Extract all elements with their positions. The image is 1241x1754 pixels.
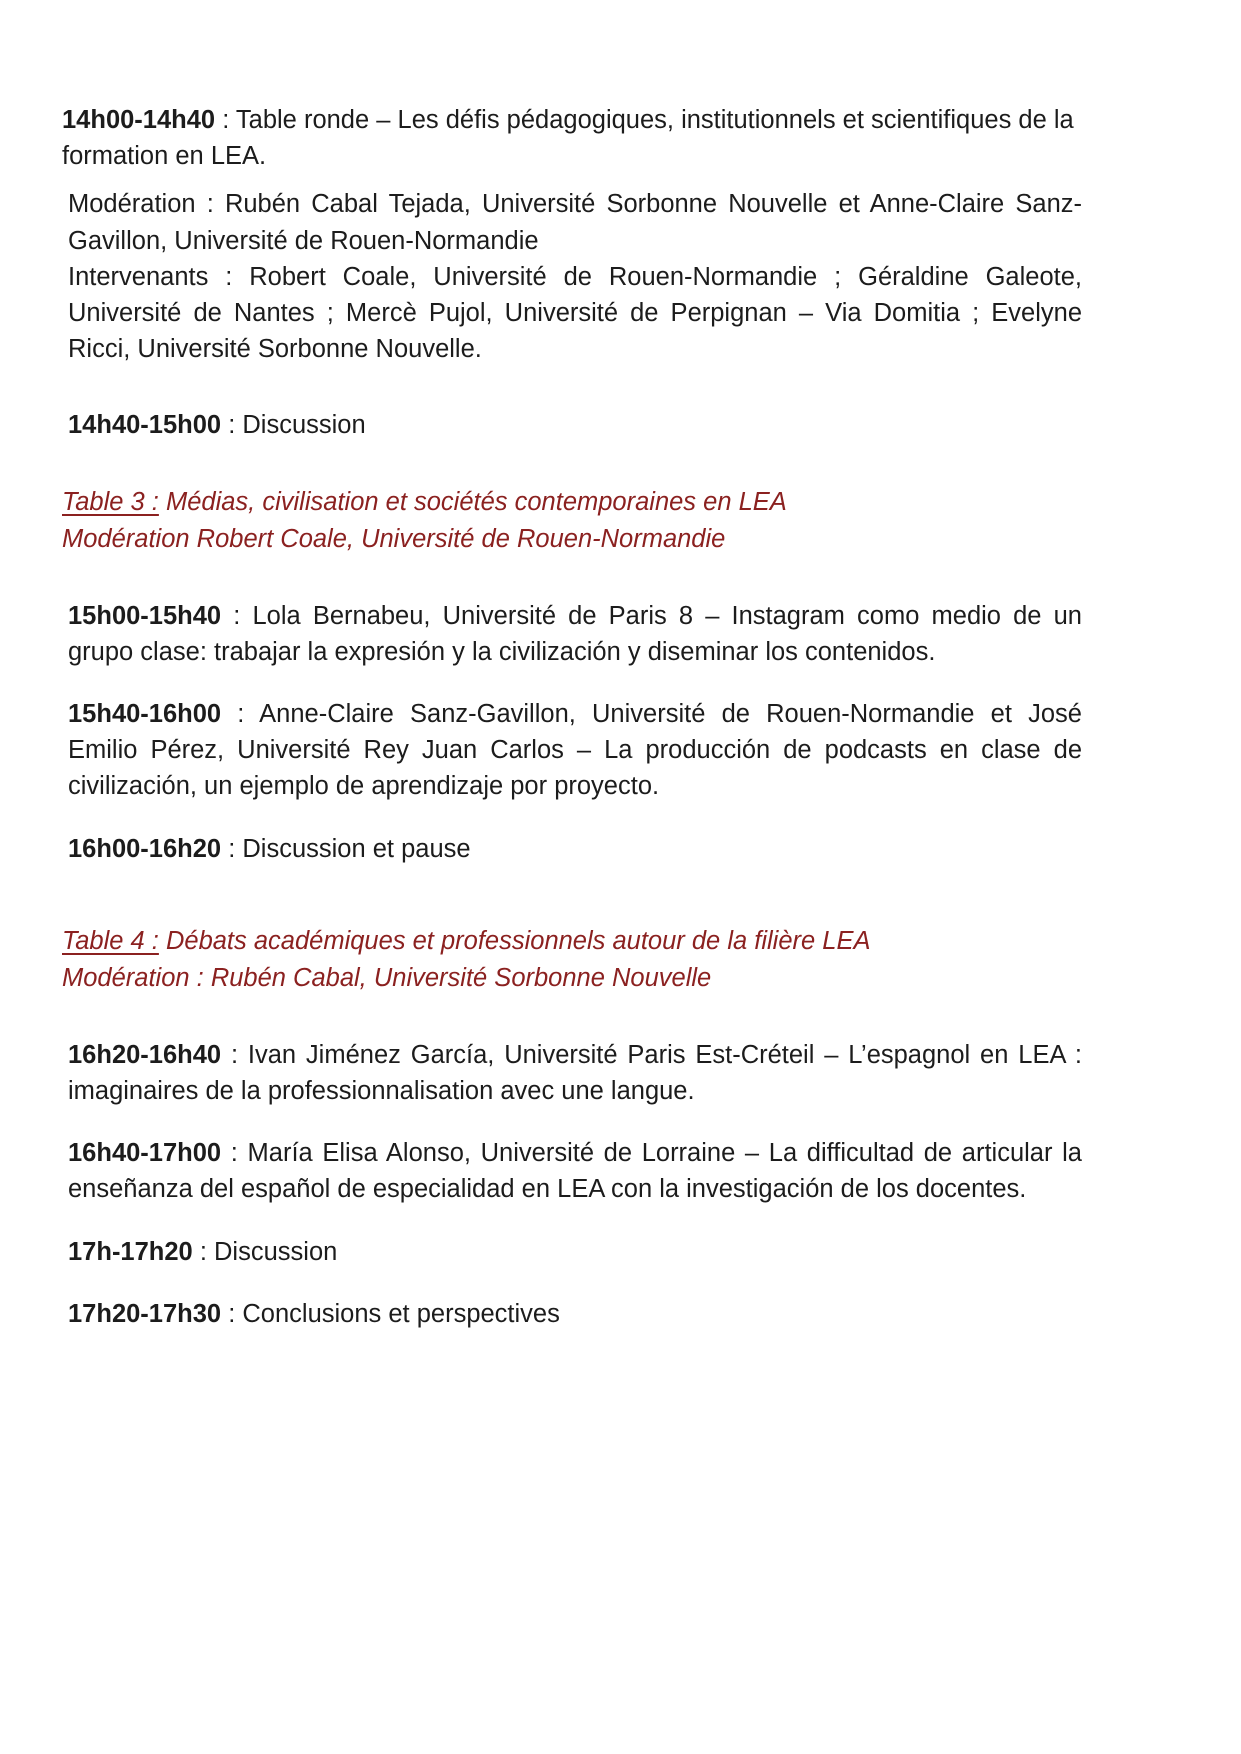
talk-16h20-time: 16h20-16h40 (68, 1040, 222, 1069)
talk-16h40 (62, 1135, 1082, 1207)
spacer (62, 444, 1082, 484)
discussion-1-separator: : (221, 411, 243, 440)
document-content (62, 102, 1082, 1332)
spacer (62, 1109, 1082, 1135)
spacer (62, 558, 1082, 598)
spacer (62, 805, 1082, 831)
discussion-1 (62, 407, 1082, 443)
talk-16h40-time: 16h40-17h00 (68, 1139, 222, 1168)
talk-15h00-time: 15h00-15h40 (68, 601, 222, 630)
spacer (62, 174, 1082, 186)
talk-15h40-separator: : (221, 699, 260, 728)
round-table-moderation: Modération : Rubén Cabal Tejada, Université Sorbonne Nouvelle et Anne-Claire Sanz-Gavillon, Université de Rouen-Normandie (68, 190, 1082, 255)
talk-16h40-separator: : (221, 1139, 248, 1168)
talk-16h20-separator: : (221, 1040, 248, 1069)
talk-15h00-separator: : (221, 601, 253, 630)
talk-16h40-body: María Elisa Alonso, Université de Lorraine – La difficultad de articular la enseñanza del español de especialidad en LEA con la investigación de los docentes. (68, 1139, 1082, 1204)
table-3-heading (62, 484, 1082, 558)
round-table-line (62, 102, 1082, 174)
talk-15h40-time: 15h40-16h00 (68, 699, 222, 728)
talk-15h40 (62, 696, 1082, 805)
spacer (62, 670, 1082, 696)
discussion-3-time: 17h-17h20 (68, 1237, 193, 1266)
table-3-label: Table 3 : (62, 487, 159, 516)
spacer (62, 997, 1082, 1037)
round-table-time: 14h00-14h40 (62, 106, 216, 134)
spacer (62, 867, 1082, 923)
conclusions-time: 17h20-17h30 (68, 1299, 222, 1328)
talk-16h20 (62, 1037, 1082, 1109)
spacer (62, 1208, 1082, 1234)
discussion-2-separator: : (221, 834, 243, 863)
round-table-body: Table ronde – Les défis pédagogiques, institutionnels et scientifiques de la formation en LEA. (62, 106, 1074, 171)
talk-15h00 (62, 598, 1082, 670)
discussion-3 (62, 1234, 1082, 1270)
talk-16h20-body: Ivan Jiménez García, Université Paris Est-Créteil – L’espagnol en LEA : imaginaires de la professionnalisation avec une langue. (68, 1040, 1082, 1105)
round-table-separator: : (215, 106, 236, 134)
conclusions-separator: : (221, 1299, 243, 1328)
discussion-3-separator: : (192, 1237, 215, 1266)
conclusions-body: Conclusions et perspectives (242, 1299, 560, 1328)
table-4-title: Débats académiques et professionnels autour de la filière LEA (158, 926, 871, 955)
round-table-speakers: Intervenants : Robert Coale, Université de Rouen-Normandie ; Géraldine Galeote, Université de Nantes ; Mercè Pujol, Université de Perpignan – Via Domitia ; Evelyne Ricci, Université Sorbonne Nouvelle. (68, 262, 1082, 364)
talk-15h00-body: Lola Bernabeu, Université de Paris 8 – Instagram como medio de un grupo clase: trabajar la expresión y la civilización y diseminar los contenidos. (68, 601, 1082, 666)
table-4-label: Table 4 : (62, 926, 159, 955)
table-3-moderation: Modération Robert Coale, Université de Rouen-Normandie (62, 524, 726, 553)
spacer (62, 1270, 1082, 1296)
discussion-1-body: Discussion (242, 411, 366, 440)
conclusions (62, 1296, 1082, 1332)
session-round-table (62, 102, 1082, 367)
table-4-heading (62, 923, 1082, 997)
discussion-1-time: 14h40-15h00 (68, 411, 222, 440)
discussion-2 (62, 831, 1082, 867)
discussion-3-body: Discussion (214, 1237, 338, 1266)
table-3-title: Médias, civilisation et sociétés contemporaines en LEA (158, 487, 787, 516)
table-4-moderation: Modération : Rubén Cabal, Université Sorbonne Nouvelle (62, 963, 712, 992)
spacer (62, 367, 1082, 407)
talk-15h40-body: Anne-Claire Sanz-Gavillon, Université de Rouen-Normandie et José Emilio Pérez, Université Rey Juan Carlos – La producción de podcasts en clase de civilización, un ejemplo de aprendizaje por proyecto. (68, 699, 1082, 801)
discussion-2-body: Discussion et pause (242, 834, 471, 863)
discussion-2-time: 16h00-16h20 (68, 834, 222, 863)
